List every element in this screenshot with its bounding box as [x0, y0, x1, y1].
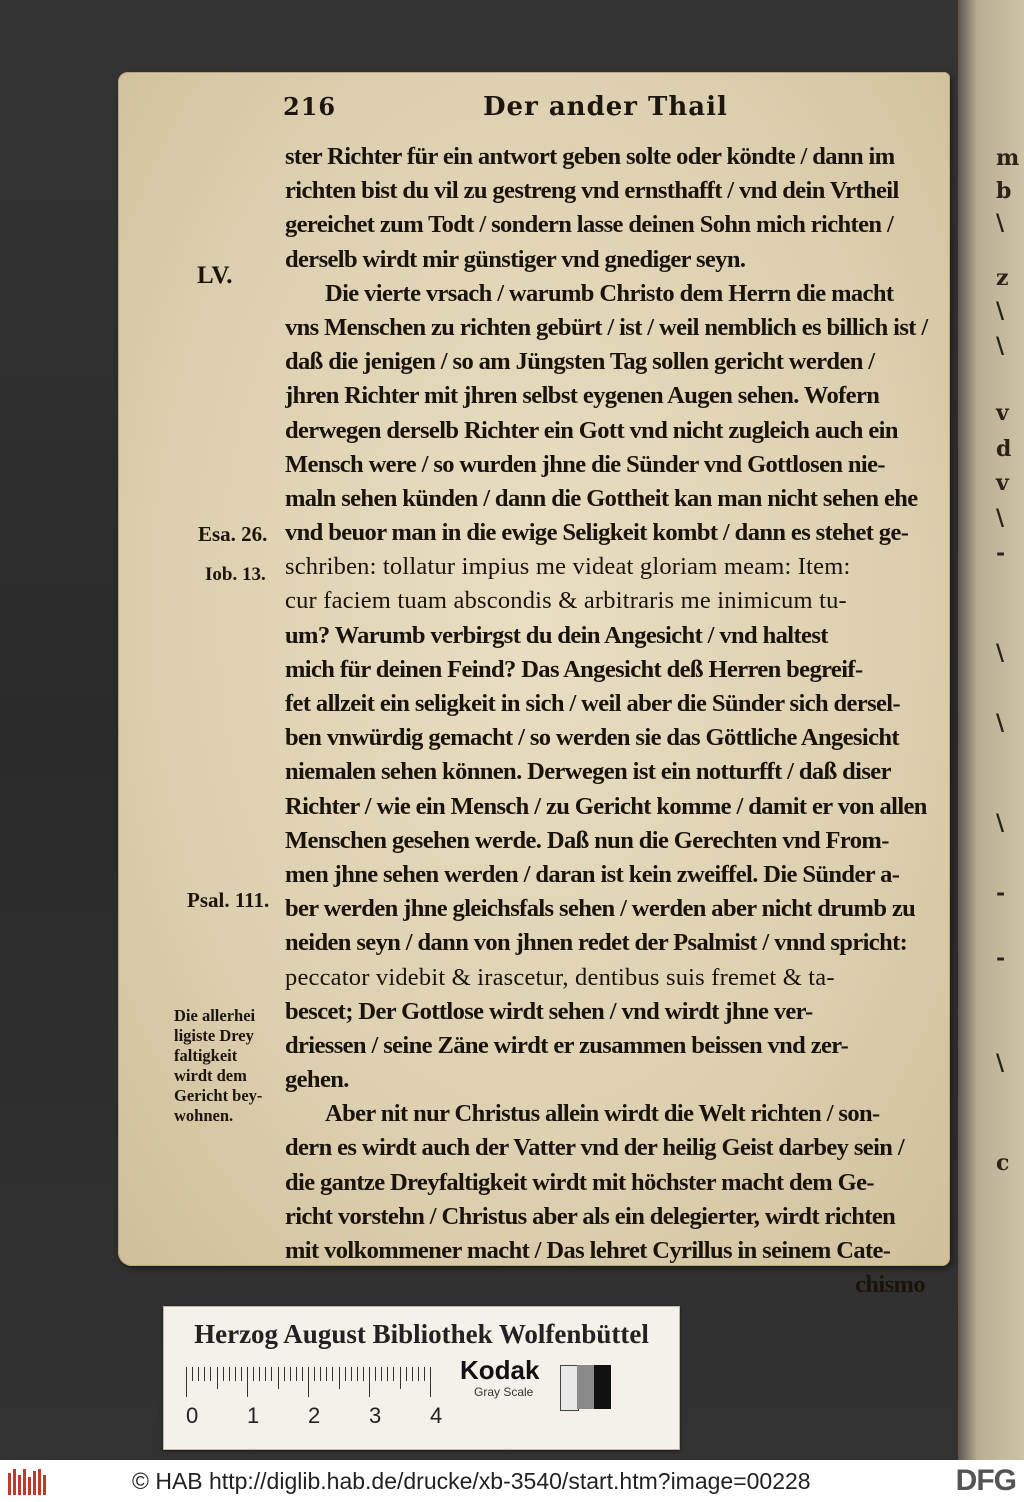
text-line: bescet; Der Gottlose wirdt sehen / vnd wirdt jhne ver- — [285, 997, 813, 1025]
text-line: dern es wirdt auch der Vatter vnd der heilig Geist darbey sein / — [285, 1134, 905, 1162]
ruler-tick — [271, 1367, 272, 1381]
text-line: men jhne sehen werden / daran ist kein zweiffel. Die Sünder a- — [285, 860, 900, 888]
text-line: richt vorstehn / Christus aber als ein delegierter, wirdt richten — [285, 1202, 896, 1230]
ruler-tick — [375, 1367, 376, 1381]
ruler-tick — [320, 1367, 321, 1381]
ruler-tick — [192, 1367, 193, 1381]
ruler-tick — [424, 1367, 425, 1381]
text-line: vnd beuor man in die ewige Seligkeit kombt / dann es stehet ge- — [285, 519, 909, 547]
text-line: Aber nit nur Christus allein wirdt die Welt richten / son- — [325, 1100, 880, 1128]
text-line: um? Warumb verbirgst du dein Angesicht / vnd haltest — [285, 621, 828, 649]
ruler-tick — [326, 1367, 327, 1381]
text-line: gehen. — [285, 1066, 349, 1094]
text-line: neiden seyn / dann von jhnen redet der Psalmist / vnnd spricht: — [285, 929, 908, 957]
hab-logo-icon — [8, 1469, 48, 1495]
color-reference-card — [163, 1306, 680, 1450]
ruler-tick — [357, 1367, 358, 1381]
text-line: cur faciem tuam abscondis & arbitraris me inimicum tu- — [285, 587, 847, 615]
text-line: die gantze Dreyfaltigkeit wirdt mit höchster macht dem Ge- — [285, 1168, 874, 1196]
ruler-tick — [345, 1367, 346, 1381]
library-name: Herzog August Bibliothek Wolfenbüttel — [194, 1319, 649, 1349]
ruler-tick — [210, 1367, 211, 1381]
ruler-tick — [217, 1367, 218, 1389]
ruler-tick — [253, 1367, 254, 1381]
text-line: peccator videbit & irascetur, dentibus suis fremet & ta- — [285, 963, 835, 991]
ruler-scale — [186, 1367, 441, 1401]
ruler-tick — [339, 1367, 340, 1389]
ruler-tick — [235, 1367, 236, 1381]
text-line: Richter / wie ein Mensch / zu Gericht komme / damit er von allen — [285, 792, 927, 820]
text-line: derselb wirdt mir günstiger vnd gnediger seyn. — [285, 245, 746, 273]
ruler-tick — [204, 1367, 205, 1381]
ruler-tick — [369, 1367, 370, 1397]
margin-ref-iob: Iob. 13. — [205, 564, 266, 585]
ruler-tick — [332, 1367, 333, 1381]
ruler-tick — [387, 1367, 388, 1381]
ruler-tick — [247, 1367, 248, 1397]
dfg-logo: DFG — [955, 1464, 1016, 1497]
text-line: Mensch were / so wurden jhne die Sünder vnd Gottlosen nie- — [285, 450, 885, 478]
text-line: ster Richter für ein antwort geben solte oder köndte / dann im — [285, 143, 895, 170]
gray-patch-black — [594, 1365, 611, 1409]
ruler-tick — [400, 1367, 401, 1389]
ruler-tick — [363, 1367, 364, 1381]
text-line: maln sehen künden / dann die Gottheit kan man nicht sehen ehe — [285, 484, 918, 512]
ruler-tick — [296, 1367, 297, 1381]
catchword: chismo — [855, 1271, 925, 1299]
ruler-tick — [223, 1367, 224, 1381]
body-text — [285, 140, 933, 1302]
ruler-tick — [284, 1367, 285, 1381]
ruler-tick — [308, 1367, 309, 1397]
text-line: vns Menschen zu richten gebürt / ist / weil nemblich es billich ist / — [285, 313, 928, 341]
text-line: Die vierte vrsach / warumb Christo dem Herrn die macht — [325, 279, 894, 307]
text-line: daß die jenigen / so am Jüngsten Tag sollen gericht werden / — [285, 348, 875, 376]
gray-patch-gray — [577, 1365, 594, 1409]
scale-number: 4 — [430, 1403, 443, 1428]
ruler-tick — [393, 1367, 394, 1381]
margin-note-trinity: Die allerhei ligiste Drey faltigkeit wirdt dem Gericht bey- wohnen. — [174, 1006, 263, 1125]
ruler-tick — [412, 1367, 413, 1381]
gray-scale-label: Gray Scale — [474, 1385, 534, 1399]
text-line: derwegen derselb Richter ein Gott vnd nicht zugleich auch ein — [285, 416, 898, 444]
scale-number: 2 — [308, 1403, 321, 1428]
margin-ref-esa: Esa. 26. — [198, 522, 268, 546]
text-line: jhren Richter mit jhren selbst eygenen Augen sehen. Wofern — [285, 382, 880, 410]
ruler-tick — [186, 1367, 187, 1397]
ruler-tick — [302, 1367, 303, 1381]
ruler-tick — [198, 1367, 199, 1381]
scale-number: 1 — [247, 1403, 260, 1428]
kodak-label: Kodak — [460, 1355, 540, 1385]
ruler-tick — [314, 1367, 315, 1381]
text-line: schriben: tollatur impius me videat gloriam meam: Item: — [285, 553, 851, 581]
text-line: gereichet zum Todt / sondern lasse deinen Sohn mich richten / — [285, 211, 894, 239]
text-line: fet allzeit ein seligkeit in sich / weil aber die Sünder sich dersel- — [285, 690, 901, 717]
ruler-tick — [278, 1367, 279, 1389]
ruler-tick — [290, 1367, 291, 1381]
ruler-tick — [241, 1367, 242, 1381]
page-number: 216 — [283, 92, 337, 121]
running-head: Der ander Thail — [483, 92, 728, 122]
margin-section-number: LV. — [197, 262, 233, 289]
text-line: richten bist du vil zu gestreng vnd ernsthafft / vnd dein Vrtheil — [285, 177, 899, 205]
text-line: mit volkommener macht / Das lehret Cyrillus in seinem Cate- — [285, 1237, 891, 1264]
margin-ref-psal: Psal. 111. — [187, 888, 270, 912]
ruler-tick — [259, 1367, 260, 1381]
page-header — [283, 92, 903, 126]
text-line: driessen / seine Zäne wirdt er zusammen beissen vnd zer- — [285, 1031, 849, 1059]
ruler-tick — [229, 1367, 230, 1381]
scale-number: 0 — [186, 1403, 199, 1428]
ruler-tick — [430, 1367, 431, 1397]
ruler-tick — [265, 1367, 266, 1381]
copyright-link[interactable]: © HAB http://diglib.hab.de/drucke/xb-3540/start.htm?image=00228 — [132, 1468, 811, 1494]
ruler-tick — [406, 1367, 407, 1381]
ruler-tick — [351, 1367, 352, 1381]
text-line: niemalen sehen können. Derwegen ist ein notturfft / daß diser — [285, 758, 891, 786]
scale-number: 3 — [369, 1403, 382, 1428]
facing-page-edge: m b \ z \ \ v d v \ - \ \ \ - - \ c — [958, 0, 1024, 1460]
bottom-bar — [0, 1460, 1024, 1502]
ruler-tick — [418, 1367, 419, 1381]
text-line: ber werden jhne gleichsfals sehen / werden aber nicht drumb zu — [285, 895, 916, 923]
ruler-tick — [381, 1367, 382, 1381]
text-line: mich für deinen Feind? Das Angesicht deß Herren begreif- — [285, 655, 863, 683]
text-line: Menschen gesehen werde. Daß nun die Gerechten vnd From- — [285, 826, 889, 854]
text-line: ben vnwürdig gemacht / so werden sie das Göttliche Angesicht — [285, 724, 899, 752]
